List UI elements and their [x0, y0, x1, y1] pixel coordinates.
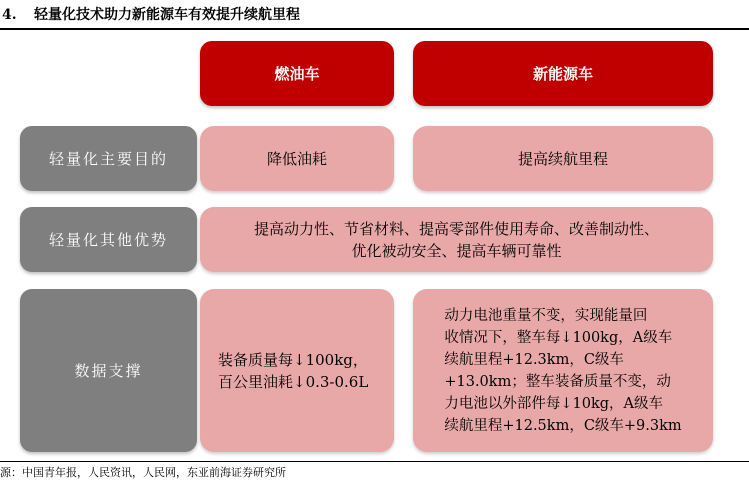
cell-fuel-data: [200, 289, 394, 452]
source-footnote: [0, 461, 749, 487]
figure-number: 4.: [2, 7, 17, 23]
fuel-data-line-2: 百公里油耗↓0.3-0.6L: [218, 372, 369, 391]
row-label-advantages-text: 轻量化其他优势: [48, 231, 168, 249]
nev-data-line-6: 续航里程+12.5km，C级车+9.3km: [444, 417, 682, 434]
cell-nev-data: [413, 289, 713, 452]
source-text: 源：中国青年报，人民资讯，人民网，东亚前海证券研究所: [0, 466, 286, 479]
row-label-advantages: [20, 207, 197, 272]
nev-data-line-3: 续航里程+12.3km，C级车: [444, 351, 624, 368]
row-label-purpose: [20, 126, 197, 191]
cell-fuel-purpose: [200, 126, 394, 191]
figure-title-text: 轻量化技术助力新能源车有效提升续航里程: [34, 7, 300, 23]
nev-data-line-2: 收情况下，整车每↓100kg，A级车: [444, 329, 673, 346]
header-nev-label: 新能源车: [532, 65, 593, 83]
nev-data-line-5: 力电池以外部件每↓10kg，A级车: [444, 395, 663, 412]
nev-data-line-1: 动力电池重量不变，实现能量回: [444, 307, 648, 324]
advantages-line-1: 提高动力性、节省材料、提高零部件使用寿命、改善制动性、: [253, 219, 659, 238]
row-label-purpose-text: 轻量化主要目的: [48, 150, 168, 168]
nev-data-line-4: +13.0km；整车装备质量不变，动: [444, 373, 671, 390]
row-label-data: [20, 289, 197, 452]
fuel-data-line-1: 装备质量每↓100kg，: [218, 350, 368, 369]
figure-title: [0, 0, 749, 30]
cell-fuel-purpose-text: 降低油耗: [266, 149, 327, 168]
advantages-line-2: 优化被动安全、提高车辆可靠性: [351, 241, 562, 260]
header-fuel-vehicle: [200, 41, 394, 106]
header-new-energy-vehicle: [413, 41, 713, 106]
cell-advantages: [200, 207, 713, 272]
cell-nev-purpose-text: 提高续航里程: [517, 149, 608, 168]
cell-nev-purpose: [413, 126, 713, 191]
row-label-data-text: 数据支撑: [74, 362, 143, 380]
header-fuel-label: 燃油车: [274, 65, 320, 83]
